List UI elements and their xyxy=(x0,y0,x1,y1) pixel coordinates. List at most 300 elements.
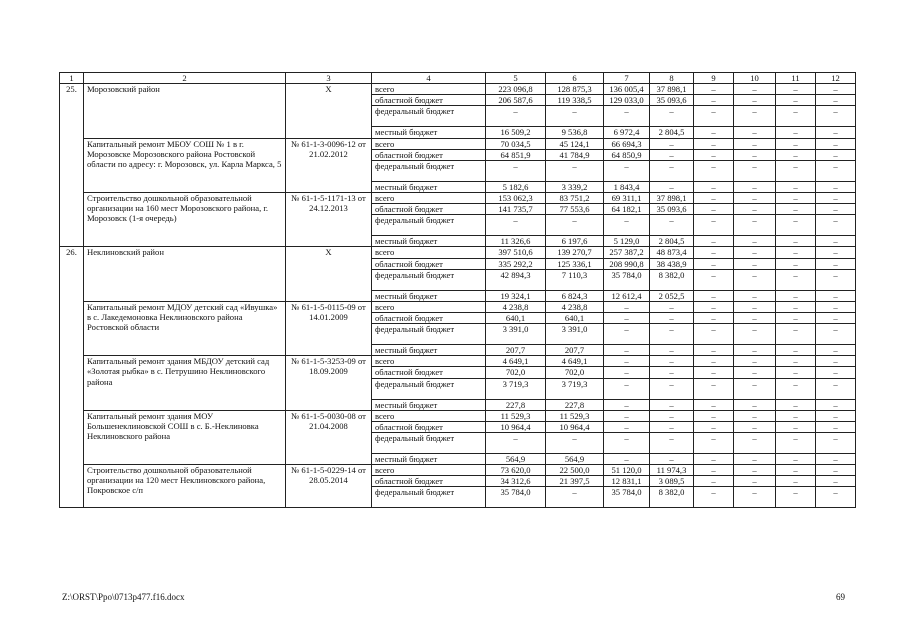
amount-cell: – xyxy=(776,356,816,367)
funding-source: федеральный бюджет xyxy=(372,160,486,181)
amount-cell: 73 620,0 xyxy=(486,465,546,476)
amount-cell: – xyxy=(816,160,856,181)
amount-cell: – xyxy=(816,95,856,106)
expertise-doc: № 61-1-5-0030-08 от 21.04.2008 xyxy=(286,410,372,464)
amount-cell: 3 391,0 xyxy=(546,324,604,345)
column-number-cell: 5 xyxy=(486,73,546,84)
amount-cell: 19 324,1 xyxy=(486,290,546,301)
amount-cell: – xyxy=(650,432,694,453)
funding-source: федеральный бюджет xyxy=(372,106,486,127)
amount-cell: – xyxy=(816,247,856,258)
amount-cell: 8 382,0 xyxy=(650,487,694,508)
amount-cell: – xyxy=(650,367,694,378)
funding-source: областной бюджет xyxy=(372,312,486,323)
amount-cell: – xyxy=(650,215,694,236)
budget-table xyxy=(59,72,856,508)
amount-cell: – xyxy=(734,127,776,138)
funding-source: всего xyxy=(372,247,486,258)
amount-cell: – xyxy=(776,192,816,203)
expertise-doc: Х xyxy=(286,84,372,138)
amount-cell: 5 182,6 xyxy=(486,181,546,192)
amount-cell: – xyxy=(816,378,856,399)
amount-cell: – xyxy=(650,181,694,192)
table-row xyxy=(60,247,856,258)
amount-cell: – xyxy=(604,215,650,236)
amount-cell: – xyxy=(694,236,734,247)
funding-source: местный бюджет xyxy=(372,127,486,138)
amount-cell: – xyxy=(816,290,856,301)
amount-cell: – xyxy=(776,476,816,487)
amount-cell: – xyxy=(694,465,734,476)
amount-cell: 5 129,0 xyxy=(604,236,650,247)
column-number-cell: 1 xyxy=(60,73,84,84)
amount-cell: – xyxy=(694,432,734,453)
amount-cell: – xyxy=(604,301,650,312)
funding-source: федеральный бюджет xyxy=(372,215,486,236)
amount-cell: 119 338,5 xyxy=(546,95,604,106)
amount-cell: 227,8 xyxy=(486,399,546,410)
amount-cell: – xyxy=(776,432,816,453)
table-row xyxy=(60,301,856,312)
column-number-cell: 3 xyxy=(286,73,372,84)
amount-cell: – xyxy=(694,127,734,138)
amount-cell: 702,0 xyxy=(486,367,546,378)
amount-cell: – xyxy=(776,149,816,160)
amount-cell: – xyxy=(816,453,856,464)
amount-cell: – xyxy=(694,138,734,149)
amount-cell: – xyxy=(776,301,816,312)
amount-cell: – xyxy=(734,192,776,203)
funding-source: местный бюджет xyxy=(372,453,486,464)
amount-cell: 4 238,8 xyxy=(486,301,546,312)
amount-cell: 35 784,0 xyxy=(604,269,650,290)
amount-cell: – xyxy=(816,215,856,236)
object-name: Строительство дошкольной образовательной организации на 120 мест Неклиновского района, Покровское с/п xyxy=(84,465,286,508)
amount-cell: – xyxy=(816,269,856,290)
amount-cell: 208 990,8 xyxy=(604,258,650,269)
amount-cell: – xyxy=(604,378,650,399)
amount-cell: – xyxy=(816,410,856,421)
object-name: Капитальный ремонт здания МОУ Большенеклиновской СОШ в с. Б.-Неклиновка Неклиновского района xyxy=(84,410,286,464)
amount-cell: – xyxy=(694,160,734,181)
amount-cell: – xyxy=(816,236,856,247)
amount-cell: – xyxy=(776,312,816,323)
amount-cell: – xyxy=(694,487,734,508)
amount-cell: – xyxy=(816,324,856,345)
amount-cell: – xyxy=(650,106,694,127)
table-row xyxy=(60,138,856,149)
amount-cell: 11 529,3 xyxy=(546,410,604,421)
amount-cell: – xyxy=(816,149,856,160)
column-number-cell: 9 xyxy=(694,73,734,84)
amount-cell: – xyxy=(816,312,856,323)
amount-cell: – xyxy=(734,247,776,258)
amount-cell: 35 784,0 xyxy=(486,487,546,508)
amount-cell: – xyxy=(694,476,734,487)
page-number: 69 xyxy=(836,592,845,602)
amount-cell: – xyxy=(776,204,816,215)
amount-cell: – xyxy=(816,127,856,138)
amount-cell: – xyxy=(816,367,856,378)
amount-cell: – xyxy=(604,312,650,323)
funding-source: областной бюджет xyxy=(372,204,486,215)
amount-cell: 4 649,1 xyxy=(546,356,604,367)
amount-cell: – xyxy=(604,160,650,181)
amount-cell: 64 851,9 xyxy=(486,149,546,160)
funding-source: местный бюджет xyxy=(372,399,486,410)
column-number-cell: 2 xyxy=(84,73,286,84)
amount-cell: 51 120,0 xyxy=(604,465,650,476)
amount-cell: 125 336,1 xyxy=(546,258,604,269)
amount-cell: – xyxy=(694,269,734,290)
amount-cell: – xyxy=(734,378,776,399)
amount-cell: – xyxy=(776,269,816,290)
amount-cell: 22 500,0 xyxy=(546,465,604,476)
table-row xyxy=(60,356,856,367)
table-row xyxy=(60,84,856,95)
expertise-doc: № 61-1-5-0115-09 от 14.01.2009 xyxy=(286,301,372,355)
object-name: Строительство дошкольной образовательной организации на 160 мест Морозовского района, г. Морозовск (1-я очередь) xyxy=(84,192,286,246)
amount-cell: – xyxy=(816,476,856,487)
amount-cell: – xyxy=(694,258,734,269)
amount-cell: – xyxy=(734,487,776,508)
amount-cell: – xyxy=(486,106,546,127)
amount-cell: 83 751,2 xyxy=(546,192,604,203)
object-name: Неклиновский район xyxy=(84,247,286,301)
funding-source: всего xyxy=(372,138,486,149)
funding-source: федеральный бюджет xyxy=(372,487,486,508)
amount-cell: – xyxy=(734,236,776,247)
amount-cell: 12 612,4 xyxy=(604,290,650,301)
expertise-doc: № 61-1-5-0229-14 от 28.05.2014 xyxy=(286,465,372,508)
amount-cell: – xyxy=(776,324,816,345)
column-number-cell: 8 xyxy=(650,73,694,84)
funding-source: всего xyxy=(372,410,486,421)
amount-cell: 141 735,7 xyxy=(486,204,546,215)
amount-cell: – xyxy=(734,138,776,149)
amount-cell: – xyxy=(694,301,734,312)
amount-cell: – xyxy=(694,410,734,421)
amount-cell: 9 536,8 xyxy=(546,127,604,138)
amount-cell: – xyxy=(734,204,776,215)
amount-cell: 64 850,9 xyxy=(604,149,650,160)
amount-cell: – xyxy=(604,453,650,464)
amount-cell: – xyxy=(650,312,694,323)
amount-cell: 129 033,0 xyxy=(604,95,650,106)
amount-cell: – xyxy=(776,215,816,236)
amount-cell: – xyxy=(734,258,776,269)
amount-cell: 45 124,1 xyxy=(546,138,604,149)
amount-cell: 564,9 xyxy=(546,453,604,464)
amount-cell: – xyxy=(816,301,856,312)
amount-cell: – xyxy=(604,399,650,410)
amount-cell: – xyxy=(694,181,734,192)
amount-cell: – xyxy=(776,84,816,95)
expertise-doc: № 61-1-3-0096-12 от 21.02.2012 xyxy=(286,138,372,192)
funding-source: областной бюджет xyxy=(372,421,486,432)
amount-cell: – xyxy=(650,399,694,410)
amount-cell: – xyxy=(694,345,734,356)
amount-cell: 12 831,1 xyxy=(604,476,650,487)
amount-cell: 564,9 xyxy=(486,453,546,464)
amount-cell: – xyxy=(816,138,856,149)
amount-cell: – xyxy=(694,290,734,301)
amount-cell: – xyxy=(694,399,734,410)
amount-cell: – xyxy=(694,204,734,215)
amount-cell: – xyxy=(734,432,776,453)
amount-cell: – xyxy=(816,258,856,269)
amount-cell: – xyxy=(734,476,776,487)
amount-cell: 11 529,3 xyxy=(486,410,546,421)
amount-cell: 206 587,6 xyxy=(486,95,546,106)
amount-cell: – xyxy=(816,345,856,356)
amount-cell: 70 034,5 xyxy=(486,138,546,149)
amount-cell: – xyxy=(776,258,816,269)
amount-cell: 2 804,5 xyxy=(650,127,694,138)
funding-source: местный бюджет xyxy=(372,345,486,356)
amount-cell: – xyxy=(694,247,734,258)
amount-cell: – xyxy=(546,106,604,127)
amount-cell: 640,1 xyxy=(546,312,604,323)
amount-cell: – xyxy=(816,192,856,203)
expertise-doc: № 61-1-5-1171-13 от 24.12.2013 xyxy=(286,192,372,246)
funding-source: всего xyxy=(372,465,486,476)
amount-cell: – xyxy=(694,421,734,432)
amount-cell: 38 438,9 xyxy=(650,258,694,269)
amount-cell: – xyxy=(604,345,650,356)
amount-cell: – xyxy=(694,312,734,323)
column-number-cell: 6 xyxy=(546,73,604,84)
amount-cell: – xyxy=(604,367,650,378)
amount-cell: 640,1 xyxy=(486,312,546,323)
amount-cell: 6 824,3 xyxy=(546,290,604,301)
amount-cell: – xyxy=(734,399,776,410)
amount-cell: – xyxy=(650,421,694,432)
amount-cell: – xyxy=(816,487,856,508)
funding-source: местный бюджет xyxy=(372,290,486,301)
amount-cell: – xyxy=(694,149,734,160)
amount-cell: – xyxy=(816,432,856,453)
amount-cell: – xyxy=(650,356,694,367)
funding-source: федеральный бюджет xyxy=(372,432,486,453)
amount-cell: – xyxy=(546,487,604,508)
amount-cell: – xyxy=(694,367,734,378)
amount-cell: – xyxy=(816,399,856,410)
amount-cell: – xyxy=(604,324,650,345)
amount-cell: – xyxy=(816,204,856,215)
column-number-cell: 7 xyxy=(604,73,650,84)
amount-cell: – xyxy=(486,160,546,181)
amount-cell: 7 110,3 xyxy=(546,269,604,290)
amount-cell: – xyxy=(734,95,776,106)
amount-cell: – xyxy=(734,465,776,476)
amount-cell: 3 339,2 xyxy=(546,181,604,192)
amount-cell: 153 062,3 xyxy=(486,192,546,203)
amount-cell: – xyxy=(776,127,816,138)
amount-cell: – xyxy=(776,181,816,192)
footer-file-path: Z:\ORST\Ppo\0713p477.f16.docx xyxy=(62,592,185,602)
amount-cell: 16 509,2 xyxy=(486,127,546,138)
column-number-cell: 11 xyxy=(776,73,816,84)
amount-cell: – xyxy=(776,106,816,127)
amount-cell: – xyxy=(604,356,650,367)
amount-cell: – xyxy=(734,84,776,95)
amount-cell: – xyxy=(776,421,816,432)
amount-cell: – xyxy=(694,324,734,345)
amount-cell: – xyxy=(776,160,816,181)
amount-cell: 6 972,4 xyxy=(604,127,650,138)
amount-cell: 397 510,6 xyxy=(486,247,546,258)
amount-cell: – xyxy=(734,160,776,181)
amount-cell: – xyxy=(734,290,776,301)
amount-cell: – xyxy=(734,421,776,432)
amount-cell: 64 182,1 xyxy=(604,204,650,215)
amount-cell: 34 312,6 xyxy=(486,476,546,487)
amount-cell: 35 093,6 xyxy=(650,204,694,215)
amount-cell: 37 898,1 xyxy=(650,84,694,95)
amount-cell: 139 270,7 xyxy=(546,247,604,258)
amount-cell: 11 326,6 xyxy=(486,236,546,247)
amount-cell: – xyxy=(734,453,776,464)
amount-cell: – xyxy=(604,421,650,432)
amount-cell: – xyxy=(776,453,816,464)
amount-cell: – xyxy=(816,106,856,127)
funding-source: областной бюджет xyxy=(372,367,486,378)
table-row xyxy=(60,465,856,476)
amount-cell: 77 553,6 xyxy=(546,204,604,215)
amount-cell: – xyxy=(776,290,816,301)
amount-cell: – xyxy=(650,378,694,399)
amount-cell: – xyxy=(650,149,694,160)
amount-cell: 702,0 xyxy=(546,367,604,378)
amount-cell: – xyxy=(816,84,856,95)
amount-cell: – xyxy=(816,356,856,367)
funding-source: местный бюджет xyxy=(372,181,486,192)
funding-source: всего xyxy=(372,84,486,95)
amount-cell: – xyxy=(734,356,776,367)
amount-cell: – xyxy=(650,345,694,356)
amount-cell: 4 649,1 xyxy=(486,356,546,367)
funding-source: областной бюджет xyxy=(372,258,486,269)
funding-source: областной бюджет xyxy=(372,476,486,487)
column-number-cell: 4 xyxy=(372,73,486,84)
amount-cell: – xyxy=(776,399,816,410)
item-number: 25. xyxy=(60,84,84,247)
amount-cell: – xyxy=(776,410,816,421)
amount-cell: – xyxy=(734,301,776,312)
amount-cell: – xyxy=(776,487,816,508)
column-numbers-row xyxy=(60,73,856,84)
amount-cell: – xyxy=(776,95,816,106)
expertise-doc: № 61-1-5-3253-09 от 18.09.2009 xyxy=(286,356,372,410)
amount-cell: – xyxy=(734,181,776,192)
amount-cell: 257 387,2 xyxy=(604,247,650,258)
amount-cell: – xyxy=(486,432,546,453)
amount-cell: 35 093,6 xyxy=(650,95,694,106)
amount-cell: – xyxy=(650,324,694,345)
amount-cell: – xyxy=(694,192,734,203)
amount-cell: 48 873,4 xyxy=(650,247,694,258)
amount-cell: – xyxy=(546,160,604,181)
amount-cell: – xyxy=(650,410,694,421)
amount-cell: – xyxy=(776,345,816,356)
funding-source: областной бюджет xyxy=(372,95,486,106)
amount-cell: – xyxy=(734,149,776,160)
amount-cell: – xyxy=(734,345,776,356)
funding-source: местный бюджет xyxy=(372,236,486,247)
amount-cell: – xyxy=(816,421,856,432)
amount-cell: 21 397,5 xyxy=(546,476,604,487)
amount-cell: – xyxy=(694,84,734,95)
table-row xyxy=(60,192,856,203)
amount-cell: – xyxy=(734,324,776,345)
funding-source: всего xyxy=(372,356,486,367)
amount-cell: – xyxy=(546,432,604,453)
amount-cell: 2 804,5 xyxy=(650,236,694,247)
amount-cell: 41 784,9 xyxy=(546,149,604,160)
amount-cell: – xyxy=(650,160,694,181)
funding-source: федеральный бюджет xyxy=(372,324,486,345)
amount-cell: – xyxy=(650,301,694,312)
amount-cell: 1 843,4 xyxy=(604,181,650,192)
amount-cell: 3 391,0 xyxy=(486,324,546,345)
amount-cell: 2 052,5 xyxy=(650,290,694,301)
amount-cell: 335 292,2 xyxy=(486,258,546,269)
amount-cell: 69 311,1 xyxy=(604,192,650,203)
amount-cell: – xyxy=(694,95,734,106)
amount-cell: 6 197,6 xyxy=(546,236,604,247)
amount-cell: 66 694,3 xyxy=(604,138,650,149)
funding-source: областной бюджет xyxy=(372,149,486,160)
amount-cell: 35 784,0 xyxy=(604,487,650,508)
amount-cell: – xyxy=(650,138,694,149)
funding-source: всего xyxy=(372,301,486,312)
amount-cell: 207,7 xyxy=(546,345,604,356)
object-name: Капитальный ремонт МДОУ детский сад «Ивушка» в с. Лакедемоновка Неклиновского района Ростовской области xyxy=(84,301,286,355)
amount-cell: – xyxy=(734,269,776,290)
amount-cell: – xyxy=(734,410,776,421)
amount-cell: 223 096,8 xyxy=(486,84,546,95)
funding-source: всего xyxy=(372,192,486,203)
table-body xyxy=(60,73,856,508)
funding-source: федеральный бюджет xyxy=(372,269,486,290)
amount-cell: 227,8 xyxy=(546,399,604,410)
amount-cell: – xyxy=(486,215,546,236)
object-name: Капитальный ремонт МБОУ СОШ № 1 в г. Морозовске Морозовского района Ростовской области по адресу: г. Морозовск, ул. Карла Маркса, 5 xyxy=(84,138,286,192)
amount-cell: 136 005,4 xyxy=(604,84,650,95)
column-number-cell: 12 xyxy=(816,73,856,84)
amount-cell: – xyxy=(776,465,816,476)
amount-cell: – xyxy=(694,215,734,236)
amount-cell: – xyxy=(604,432,650,453)
amount-cell: – xyxy=(604,106,650,127)
amount-cell: – xyxy=(546,215,604,236)
amount-cell: – xyxy=(734,312,776,323)
amount-cell: – xyxy=(734,106,776,127)
amount-cell: – xyxy=(694,453,734,464)
column-number-cell: 10 xyxy=(734,73,776,84)
object-name: Капитальный ремонт здания МБДОУ детский сад «Золотая рыбка» в с. Петрушино Неклиновского района xyxy=(84,356,286,410)
amount-cell: – xyxy=(776,378,816,399)
amount-cell: 37 898,1 xyxy=(650,192,694,203)
amount-cell: – xyxy=(694,106,734,127)
amount-cell: – xyxy=(816,465,856,476)
amount-cell: – xyxy=(776,367,816,378)
amount-cell: 4 238,8 xyxy=(546,301,604,312)
amount-cell: 42 894,3 xyxy=(486,269,546,290)
amount-cell: 10 964,4 xyxy=(546,421,604,432)
amount-cell: 3 719,3 xyxy=(486,378,546,399)
